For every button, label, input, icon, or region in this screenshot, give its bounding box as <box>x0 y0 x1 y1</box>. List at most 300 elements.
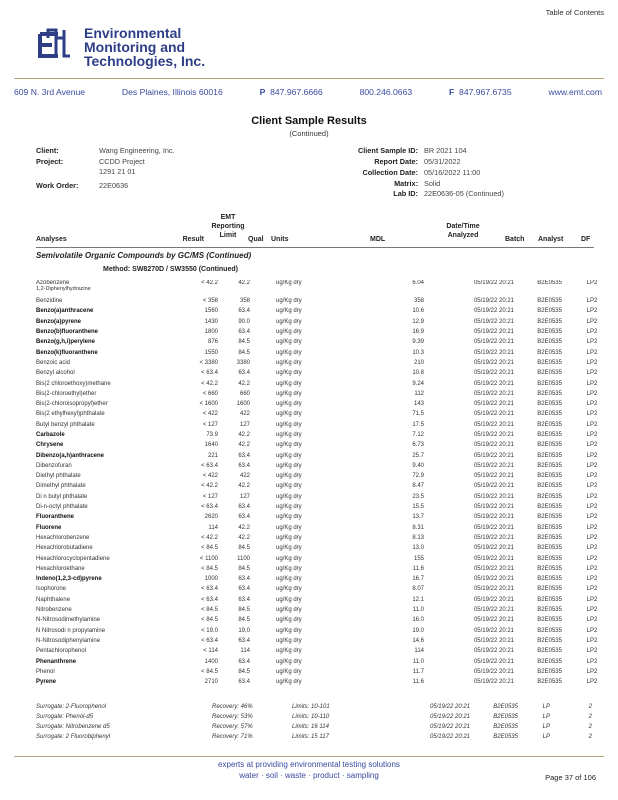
date-analyzed-cell: 05/19/22 20:21 <box>473 627 514 634</box>
footer-divider <box>14 756 604 757</box>
analyte-label: Bis(2-chloroethyl)ether <box>36 390 97 397</box>
batch-cell: B2E0535 <box>537 280 562 286</box>
batch-cell: B2E0535 <box>537 607 562 614</box>
analyte-name <box>36 584 176 594</box>
result-cell: < 660 <box>202 390 218 397</box>
analyst-cell: LP <box>586 411 594 418</box>
result-cell: < 63.4 <box>201 462 218 469</box>
analyte-name <box>36 378 176 388</box>
units-cell: ug/Kg dry <box>276 668 302 675</box>
batch-cell: B2E0535 <box>537 380 562 387</box>
analyte-label: Azobenzene <box>36 280 70 286</box>
analyte-label: Pentachlorophenol <box>36 648 87 655</box>
df-cell: 2 <box>594 607 598 614</box>
date-analyzed-cell: 05/19/22 20:21 <box>473 411 514 418</box>
units-cell: ug/Kg dry <box>276 555 302 562</box>
df-cell: 2 <box>594 421 598 428</box>
table-row <box>36 595 598 605</box>
qual-cell <box>250 656 262 666</box>
table-row <box>36 440 598 450</box>
qual-cell <box>250 327 262 337</box>
date-analyzed-cell: 05/19/22 20:21 <box>473 504 514 511</box>
client-label: Client: <box>36 146 59 155</box>
analyte-name <box>36 317 176 327</box>
date-analyzed-cell: 05/19/22 20:21 <box>473 473 514 480</box>
result-cell: 1400 <box>204 658 218 665</box>
lab-id-value: 22E0636-05 (Continued) <box>424 189 504 198</box>
mdl-cell: 17.5 <box>412 421 424 428</box>
city-address: Des Plaines, Illinois 60016 <box>121 87 223 97</box>
client-info-block <box>36 146 236 196</box>
units-cell: ug/Kg dry <box>276 658 302 665</box>
batch-cell: B2E0535 <box>537 565 562 572</box>
analyte-label: Benzoic acid <box>36 359 71 366</box>
table-header-divider <box>36 247 594 248</box>
result-cell: < 3380 <box>199 359 218 366</box>
batch-cell: B2E0535 <box>537 339 562 346</box>
analyte-name <box>36 667 176 677</box>
mdl-cell: 9.24 <box>412 380 424 387</box>
analyst-cell: LP <box>586 504 594 511</box>
reporting-limit-cell: 422 <box>239 411 250 418</box>
result-cell: < 63.4 <box>201 637 218 644</box>
table-row <box>36 317 598 327</box>
analyst-cell: LP <box>586 380 594 387</box>
analyte-label: Hexachloroethane <box>36 565 85 572</box>
reporting-limit-cell: 42.2 <box>238 483 250 490</box>
date-analyzed-cell: 05/19/22 20:21 <box>473 339 514 346</box>
date-analyzed-cell: 05/19/22 20:21 <box>473 555 514 562</box>
df-cell: 2 <box>594 462 598 469</box>
df-cell: 2 <box>588 724 592 730</box>
date-analyzed-cell: 05/19/22 20:21 <box>473 329 514 336</box>
qual-cell <box>250 615 262 625</box>
analyst-cell: LP <box>586 298 594 305</box>
batch-cell: B2E0535 <box>537 442 562 449</box>
table-row <box>36 280 598 296</box>
analyte-name <box>36 543 176 553</box>
df-cell: 2 <box>594 648 598 655</box>
analyte-name <box>36 677 176 687</box>
company-line-1: Environmental <box>84 25 182 41</box>
batch-cell: B2E0535 <box>537 545 562 552</box>
qual-cell <box>250 306 262 316</box>
analyst-cell: LP <box>586 679 594 686</box>
df-cell: 2 <box>594 401 598 408</box>
date-analyzed-cell: 05/19/22 20:21 <box>473 668 514 675</box>
units-cell: ug/Kg dry <box>276 473 302 480</box>
phone-1 <box>260 87 323 97</box>
analyst-cell: LP <box>542 734 550 740</box>
table-row <box>36 450 598 460</box>
batch-cell: B2E0535 <box>537 349 562 356</box>
batch-cell: B2E0535 <box>537 390 562 397</box>
df-cell: 2 <box>594 411 598 418</box>
batch-cell: B2E0535 <box>537 318 562 325</box>
analyst-cell: LP <box>586 308 594 315</box>
surrogate-limits: Limits: 10-101 <box>292 704 330 710</box>
mdl-cell: 8.31 <box>412 524 424 531</box>
website-link[interactable]: www.emt.com <box>548 87 602 97</box>
analyst-cell: LP <box>586 534 594 541</box>
units-cell: ug/Kg dry <box>276 462 302 469</box>
mdl-cell: 15.5 <box>412 504 424 511</box>
analyte-name <box>36 296 176 306</box>
surrogate-name: Surrogate: Phenol-d5 <box>36 714 94 720</box>
analyte-name <box>36 440 176 450</box>
analyst-cell: LP <box>586 349 594 356</box>
df-cell: 2 <box>594 627 598 634</box>
batch-cell: B2E0535 <box>537 421 562 428</box>
analyte-name <box>36 533 176 543</box>
reporting-limit-cell: 90.0 <box>238 318 250 325</box>
date-analyzed-cell: 05/19/22 20:21 <box>473 462 514 469</box>
result-cell: < 1100 <box>199 555 218 562</box>
date-analyzed-cell: 05/19/22 20:21 <box>473 607 514 614</box>
reporting-limit-cell: 63.4 <box>238 370 250 377</box>
analyst-cell: LP <box>586 401 594 408</box>
table-row <box>36 306 598 316</box>
analyte-name <box>36 605 176 615</box>
mdl-cell: 10.3 <box>412 349 424 356</box>
analyst-cell: LP <box>586 545 594 552</box>
date-analyzed-cell: 05/19/22 20:21 <box>473 493 514 500</box>
qual-cell <box>250 492 262 502</box>
units-cell: ug/Kg dry <box>276 401 302 408</box>
reporting-limit-cell: 42.2 <box>238 534 250 541</box>
phone-label: P <box>259 87 266 97</box>
units-cell: ug/Kg dry <box>276 617 302 624</box>
analyte-label: Di-n-octyl phthalate <box>36 504 88 511</box>
df-cell: 2 <box>594 432 598 438</box>
company-name <box>84 26 205 68</box>
batch-cell: B2E0535 <box>537 483 562 490</box>
result-cell: < 84.5 <box>201 617 218 624</box>
reporting-limit-cell: 84.5 <box>238 339 250 346</box>
table-row <box>36 584 598 594</box>
qual-cell <box>250 564 262 574</box>
table-row <box>36 656 598 666</box>
analyte-label: Carbazole <box>36 432 65 438</box>
col-result: Result <box>182 236 204 243</box>
analyte-label: Naphthalene <box>36 596 71 603</box>
reporting-limit-cell: 63.4 <box>238 452 250 459</box>
mdl-cell: 143 <box>413 401 424 408</box>
analyte-name <box>36 327 176 337</box>
analyte-alias: 1,2-Diphenylhydrazine <box>36 286 91 292</box>
table-row <box>36 615 598 625</box>
footer-services: water · soil · waste · product · sampling <box>239 771 379 780</box>
date-analyzed-cell: 05/19/22 20:21 <box>473 298 514 305</box>
report-subtitle: (Continued) <box>289 129 329 138</box>
date-analyzed-cell: 05/19/22 20:21 <box>473 576 514 583</box>
result-cell: 1550 <box>204 349 218 356</box>
analyte-name <box>36 626 176 636</box>
fax <box>449 87 512 97</box>
batch-cell: B2E0535 <box>537 329 562 336</box>
qual-cell <box>250 677 262 687</box>
date-analyzed-cell: 05/19/22 20:21 <box>473 658 514 665</box>
df-cell: 2 <box>594 658 598 665</box>
batch-cell: B2E0535 <box>537 473 562 480</box>
units-cell: ug/Kg dry <box>276 514 302 521</box>
analyst-cell: LP <box>586 493 594 500</box>
qual-cell <box>250 368 262 378</box>
qual-cell <box>250 461 262 471</box>
result-cell: < 1600 <box>199 401 218 408</box>
fax-number: 847.967.6735 <box>459 87 512 97</box>
date-analyzed-cell: 05/19/22 20:21 <box>473 349 514 356</box>
analyte-name <box>36 564 176 574</box>
result-cell: 1560 <box>204 308 218 315</box>
collection-date-value: 05/16/2022 11:00 <box>424 168 481 177</box>
batch-cell: B2E0535 <box>537 298 562 305</box>
analyst-cell: LP <box>586 432 594 438</box>
surrogate-recovery: Recovery: 71% <box>212 734 253 740</box>
analyte-name <box>36 553 176 563</box>
df-cell: 2 <box>588 734 592 740</box>
col-dt-line2: Analyzed <box>447 232 479 239</box>
analyst-cell: LP <box>586 586 594 593</box>
analyte-name <box>36 347 176 357</box>
result-cell: < 84.5 <box>201 565 218 572</box>
report-date-value: 05/31/2022 <box>424 157 461 166</box>
batch-cell: B2E0535 <box>537 617 562 624</box>
df-cell: 2 <box>594 504 598 511</box>
qual-cell <box>250 512 262 522</box>
units-cell: ug/Kg dry <box>276 524 302 531</box>
analyte-name <box>36 574 176 584</box>
table-row <box>36 605 598 615</box>
analyte-label: Chrysene <box>36 442 64 449</box>
analyte-label: Indeno(1,2,3-cd)pyrene <box>36 576 102 583</box>
date-analyzed-cell: 05/19/22 20:21 <box>473 534 514 541</box>
analyte-label: Bis(2 ethylhexyl)phthalate <box>36 411 105 418</box>
analyst-cell: LP <box>586 565 594 572</box>
units-cell: ug/Kg dry <box>276 298 302 305</box>
result-cell: 73.9 <box>206 432 218 438</box>
reporting-limit-cell: 114 <box>240 648 250 655</box>
result-cell: 2710 <box>204 679 218 686</box>
table-row <box>36 553 598 563</box>
units-cell: ug/Kg dry <box>276 637 302 644</box>
header-divider <box>14 78 604 79</box>
analyst-cell: LP <box>586 329 594 336</box>
date-analyzed-cell: 05/19/22 20:21 <box>473 524 514 531</box>
reporting-limit-cell: 63.4 <box>238 504 250 511</box>
date-analyzed-cell: 05/19/22 20:21 <box>473 565 514 572</box>
date-analyzed-cell: 05/19/22 20:21 <box>473 432 514 438</box>
qual-cell <box>250 440 262 450</box>
collection-date-label: Collection Date: <box>362 168 418 177</box>
qual-cell <box>250 450 262 460</box>
batch-cell: B2E0535 <box>537 668 562 675</box>
project-number: 1291 21 01 <box>99 167 136 176</box>
mdl-cell: 8.13 <box>412 534 424 541</box>
table-row <box>36 430 598 440</box>
qual-cell <box>250 471 262 481</box>
batch-cell: B2E0535 <box>537 401 562 408</box>
df-cell: 2 <box>594 442 598 449</box>
street-address: 609 N. 3rd Avenue <box>14 87 86 97</box>
result-cell: < 422 <box>202 411 218 418</box>
analyst-cell: LP <box>586 576 594 583</box>
table-of-contents-link[interactable]: Table of Contents <box>545 8 604 17</box>
section-heading: Semivolatile Organic Compounds by GC/MS (Continued) <box>36 251 252 260</box>
mdl-cell: 8.47 <box>412 483 424 490</box>
units-cell: ug/Kg dry <box>276 679 302 686</box>
df-cell: 2 <box>594 576 598 583</box>
df-cell: 2 <box>594 339 598 346</box>
date-analyzed-cell: 05/19/22 20:21 <box>473 679 514 686</box>
date-analyzed-cell: 05/19/22 20:21 <box>473 586 514 593</box>
qual-cell <box>250 533 262 543</box>
table-row <box>36 574 598 584</box>
date-analyzed-cell: 05/19/22 20:21 <box>473 452 514 459</box>
surrogate-recovery: Recovery: 57% <box>212 724 253 730</box>
emt-logo-icon <box>34 24 74 64</box>
units-cell: ug/Kg dry <box>276 349 302 356</box>
analyst-cell: LP <box>586 524 594 531</box>
df-cell: 2 <box>594 514 598 521</box>
results-body <box>36 280 598 687</box>
analyst-cell: LP <box>586 617 594 624</box>
analyst-cell: LP <box>586 318 594 325</box>
batch-cell: B2E0535 <box>493 714 518 720</box>
batch-cell: B2E0535 <box>537 452 562 459</box>
units-cell: ug/Kg dry <box>276 370 302 377</box>
batch-cell: B2E0535 <box>537 493 562 500</box>
analyte-label: N Nitrosodi n propylamine <box>36 627 106 634</box>
analyte-label: Benzo(g,h,i)perylene <box>36 339 96 346</box>
df-cell: 2 <box>594 524 598 531</box>
date-analyzed-cell: 05/19/22 20:21 <box>473 442 514 449</box>
table-row <box>36 626 598 636</box>
batch-cell: B2E0535 <box>537 432 562 438</box>
qual-cell <box>250 605 262 615</box>
col-dt-line1: Date/Time <box>446 223 480 230</box>
analyte-label: Pyrene <box>36 679 57 686</box>
method-line: Method: SW8270D / SW3550 (Continued) <box>103 266 238 273</box>
page-number: Page 37 of 106 <box>545 773 596 782</box>
df-cell: 2 <box>594 679 598 686</box>
date-analyzed-cell: 05/19/22 20:21 <box>473 483 514 490</box>
units-cell: ug/Kg dry <box>276 390 302 397</box>
mdl-cell: 11.6 <box>412 679 424 686</box>
analyst-cell: LP <box>542 724 550 730</box>
table-row <box>36 646 598 656</box>
col-batch: Batch <box>505 236 525 243</box>
batch-cell: B2E0535 <box>493 734 518 740</box>
table-row <box>36 512 598 522</box>
analyst-cell: LP <box>586 668 594 675</box>
df-cell: 2 <box>594 668 598 675</box>
qual-cell <box>250 378 262 388</box>
lab-id-label: Lab ID: <box>393 189 418 198</box>
analyte-label: Dibenzo(a,h)anthracene <box>36 452 105 459</box>
reporting-limit-cell: 42.2 <box>238 280 250 286</box>
df-cell: 2 <box>594 555 598 562</box>
df-cell: 2 <box>594 545 598 552</box>
reporting-limit-cell: 1100 <box>237 555 250 562</box>
batch-cell: B2E0535 <box>493 724 518 730</box>
analyst-cell: LP <box>586 658 594 665</box>
analyst-cell: LP <box>586 637 594 644</box>
batch-cell: B2E0535 <box>493 704 518 710</box>
mdl-cell: 11.6 <box>412 565 424 572</box>
analyst-cell: LP <box>586 514 594 521</box>
mdl-cell: 114 <box>414 648 424 655</box>
analyte-name <box>36 512 176 522</box>
analyte-label: Hexachlorobutadiene <box>36 545 93 552</box>
reporting-limit-cell: 19.0 <box>238 627 250 634</box>
analyte-label: Benzyl alcohol <box>36 370 75 377</box>
col-analyst: Analyst <box>538 236 564 243</box>
mdl-cell: 358 <box>413 298 424 305</box>
mdl-cell: 13.7 <box>412 514 424 521</box>
table-row <box>36 543 598 553</box>
qual-cell <box>250 481 262 491</box>
reporting-limit-cell: 422 <box>239 473 250 480</box>
mdl-cell: 71.5 <box>412 411 424 418</box>
reporting-limit-cell: 84.5 <box>238 545 250 552</box>
analyte-name <box>36 430 176 440</box>
report-title: Client Sample Results <box>251 115 367 127</box>
units-cell: ug/Kg dry <box>276 359 302 366</box>
df-cell: 2 <box>594 298 598 305</box>
reporting-limit-cell: 127 <box>239 493 250 500</box>
col-units: Units <box>271 236 289 243</box>
result-cell: < 63.4 <box>201 596 218 603</box>
df-cell: 2 <box>594 452 598 459</box>
work-order-value: 22E0636 <box>99 181 129 190</box>
mdl-cell: 72.9 <box>412 473 424 480</box>
result-cell: < 84.5 <box>201 607 218 614</box>
col-reporting-limit <box>208 213 248 240</box>
table-row <box>36 523 598 533</box>
qual-cell <box>250 584 262 594</box>
analyte-label: Butyl benzyl phthalate <box>36 421 95 428</box>
analyst-cell: LP <box>586 473 594 480</box>
table-row <box>36 409 598 419</box>
units-cell: ug/Kg dry <box>276 280 302 286</box>
df-cell: 2 <box>594 534 598 541</box>
col-qual: Qual <box>248 236 264 243</box>
fax-label: F <box>449 87 455 97</box>
qual-cell <box>250 523 262 533</box>
result-cell: < 42.2 <box>201 534 218 541</box>
company-line-3: Technologies, Inc. <box>84 53 206 69</box>
mdl-cell: 11.7 <box>412 668 424 675</box>
analyte-name <box>36 615 176 625</box>
phone-2: 800.246.0663 <box>359 87 413 97</box>
qual-cell <box>250 409 262 419</box>
analyte-label: Benzo(k)fluoranthene <box>36 349 98 356</box>
result-cell: 876 <box>207 339 218 346</box>
reporting-limit-cell: 63.4 <box>238 596 250 603</box>
analyst-cell: LP <box>586 280 594 286</box>
units-cell: ug/Kg dry <box>276 648 302 655</box>
units-cell: ug/Kg dry <box>276 308 302 315</box>
analyte-label: Fluorene <box>36 524 62 531</box>
analyst-cell: LP <box>586 390 594 397</box>
date-analyzed-cell: 05/19/22 20:21 <box>473 648 514 655</box>
mdl-cell: 11.0 <box>412 658 424 665</box>
analyte-label: Benzo(a)pyrene <box>36 318 82 325</box>
analyst-cell: LP <box>586 596 594 603</box>
reporting-limit-cell: 63.4 <box>238 658 250 665</box>
df-cell: 2 <box>594 359 598 366</box>
